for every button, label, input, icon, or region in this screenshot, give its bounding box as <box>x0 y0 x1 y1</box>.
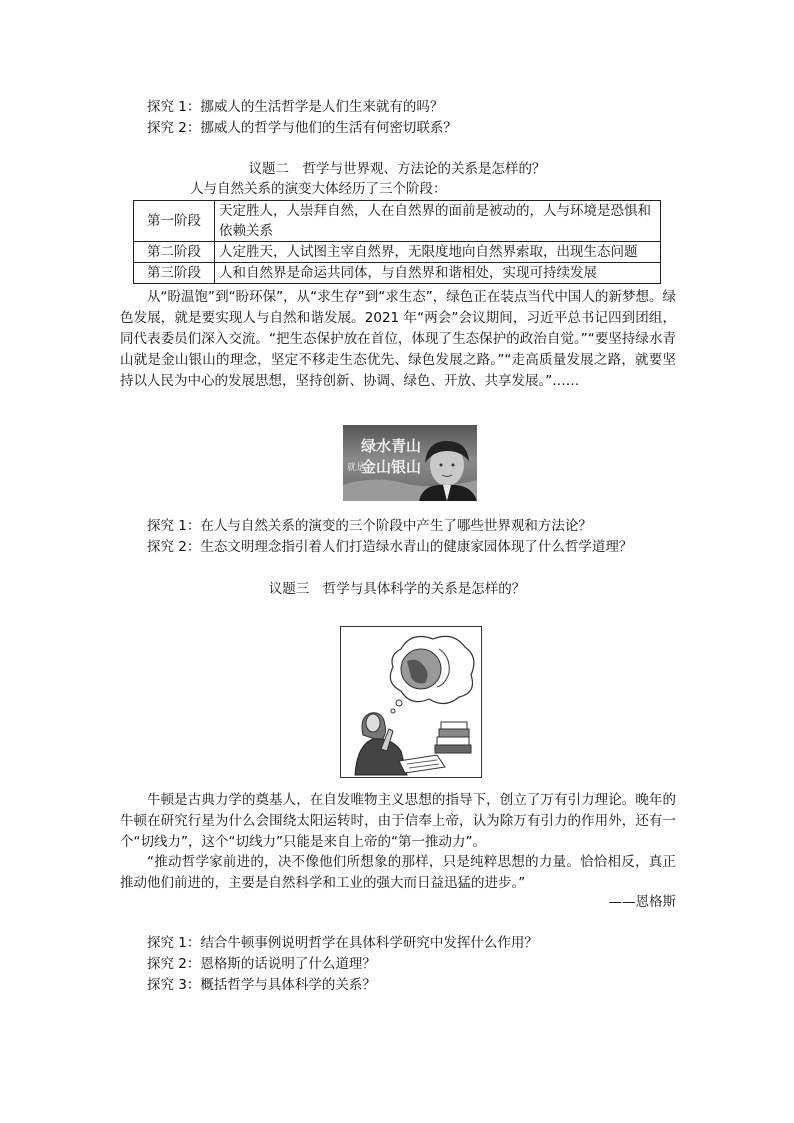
topic3-question-2: 探究 2：恩格斯的话说明了什么道理？ <box>147 956 376 972</box>
topic2-title: 议题二 哲学与世界观、方法论的关系是怎样的？ <box>248 161 546 177</box>
stage-label: 第二阶段 <box>134 242 215 263</box>
topic2-paragraph-text: 从“盼温饱”到“盼环保”，从“求生存”到“求生态”，绿色正在装点当代中国人的新梦想。绿色发展，就是要实现人与自然和谐发展。2021 年“两会”会议期间，习近平总书记四到团组，同代表委员们深入交流。“把生态保护放在首位，体现了生态保护的政治自觉。”“要坚持绿水青山就是金山银山的理念，坚定不移走生态优先、绿色发展之路。”“走高质量发展之路，就要坚持以人民为中心的发展思想，坚持创新、协调、绿色、开放、共享发展。”…… <box>120 289 676 389</box>
topic3-paragraph-1 <box>120 790 676 853</box>
stage-description: 人和自然界是命运共同体，与自然界和谐相处，实现可持续发展 <box>215 263 661 284</box>
stage-description: 天定胜人，人崇拜自然，人在自然界的面前是被动的，人与环境是恐惧和依赖关系 <box>215 201 661 242</box>
topic3-title: 议题三 哲学与具体科学的关系是怎样的？ <box>268 581 526 597</box>
topic3-question-3: 探究 3：概括哲学与具体科学的关系？ <box>147 977 376 993</box>
stage-description: 人定胜天，人试图主宰自然界，无限度地向自然界索取，出现生态问题 <box>215 242 661 263</box>
photo-caption-line1: 绿水青山 <box>361 437 422 455</box>
topic3-question-1: 探究 1：结合牛顿事例说明哲学在具体科学研究中发挥什么作用？ <box>147 935 538 951</box>
topic3-paragraph-2 <box>120 852 676 894</box>
topic2-question-2: 探究 2：生态文明理念指引着人们打造绿水青山的健康家园体现了什么哲学道理？ <box>147 539 633 555</box>
inquiry-question-2: 探究 2：挪威人的哲学与他们的生活有何密切联系？ <box>147 120 457 136</box>
table-row <box>134 263 661 284</box>
stage-label: 第三阶段 <box>134 263 215 284</box>
topic3-paragraph-2-text: “推动哲学家前进的，决不像他们所想象的那样，只是纯粹思想的力量。恰恰相反，真正推动他们前进的，主要是自然科学和工业的强大而日益迅猛的进步。” <box>120 854 676 891</box>
topic2-question-1: 探究 1：在人与自然关系的演变的三个阶段中产生了哪些世界观和方法论？ <box>147 518 592 534</box>
quote-signature: ——恩格斯 <box>608 894 676 910</box>
topic2-paragraph <box>120 287 676 392</box>
table-row <box>134 201 661 242</box>
newton-illustration <box>340 626 482 778</box>
inquiry-question-1: 探究 1：挪威人的生活哲学是人们生来就有的吗？ <box>147 99 444 115</box>
stage-label: 第一阶段 <box>134 201 215 242</box>
photo-caption-line2: 金山银山 <box>361 458 422 476</box>
topic3-paragraph-1-text: 牛顿是古典力学的奠基人，在自发唯物主义思想的指导下，创立了万有引力理论。晚年的牛顿在研究行星为什么会围绕太阳运转时，由于信奉上帝，认为除万有引力的作用外，还有一个“切线力”，这个“切线力”只能是来自上帝的“第一推动力”。 <box>120 792 676 850</box>
topic2-intro: 人与自然关系的演变大体经历了三个阶段： <box>190 181 447 197</box>
stages-table <box>133 200 661 284</box>
newton-sketch <box>341 627 481 777</box>
table-row <box>134 242 661 263</box>
ecology-photo <box>343 425 477 501</box>
photo-caption-small: 就是 <box>347 463 366 473</box>
